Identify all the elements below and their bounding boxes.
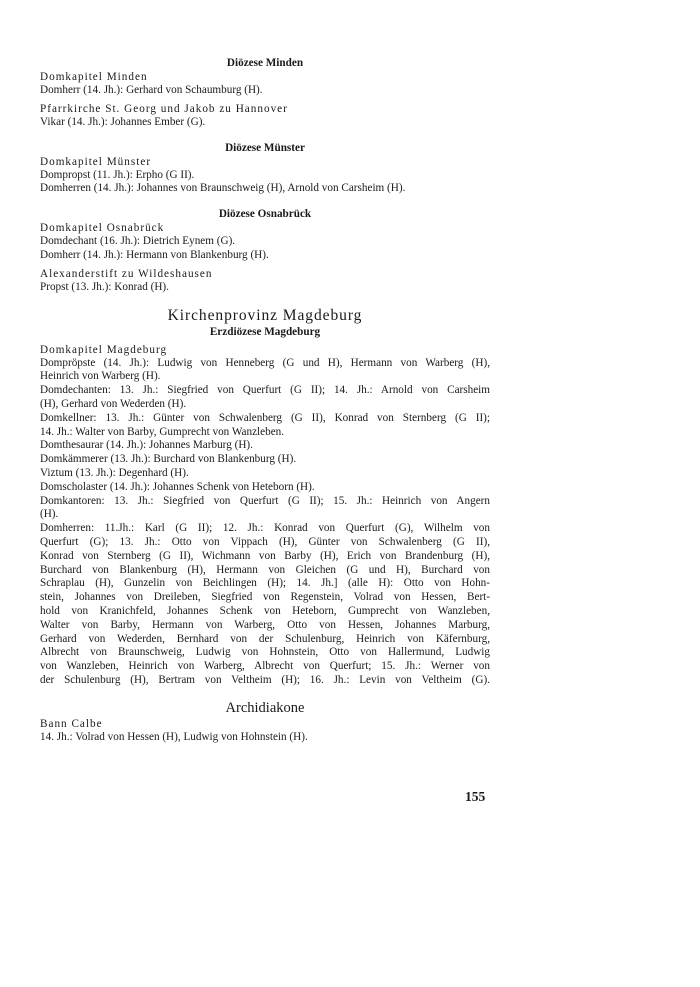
- chapter-title-bann-calbe: Bann Calbe: [40, 717, 103, 730]
- entry-line: Domherr (14. Jh.): Hermann von Blankenburg (H).: [40, 248, 269, 261]
- entry-line: Querfurt (G); 13. Jh.: Otto von Vippach (H), Günter von Schwalenberg (G II),: [40, 535, 490, 548]
- province-heading-magdeburg: Kirchenprovinz Magdeburg: [167, 306, 363, 324]
- document-page: [40, 56, 490, 745]
- entry-line: Domdechanten: 13. Jh.: Siegfried von Querfurt (G II); 14. Jh.: Arnold von Carsheim: [40, 384, 490, 397]
- entry-line: Domkellner: 13. Jh.: Günter von Schwalenberg (G II), Konrad von Sternberg (G II);: [40, 411, 490, 424]
- entry-line: Schraplau (H), Gunzelin von Beichlingen (H); 14. Jh.] (alle H): Otto von Hohn-: [40, 577, 490, 590]
- entry-line: Albrecht von Braunschweig, Ludwig von Hohnstein, Otto von Hallermund, Ludwig: [40, 646, 490, 659]
- page-number: 155: [465, 789, 486, 804]
- entry-line: Gerhard von Wederden, Bernhard von der Schulenburg, Heinrich von Käfernburg,: [40, 632, 490, 645]
- chapter-title-domkapitel-osnabrueck: Domkapitel Osnabrück: [40, 222, 165, 235]
- entry-line: stein, Johannes von Dreileben, Siegfried von Regenstein, Volrad von Hessen, Bert-: [40, 591, 490, 604]
- entry-line: 14. Jh.: Walter von Barby, Gumprecht von Wanzleben.: [40, 425, 285, 438]
- entry-line: (H).: [40, 508, 59, 521]
- diocese-heading-muenster: Diözese Münster: [225, 141, 305, 154]
- entry-line: Dompropst (11. Jh.): Erpho (G II).: [40, 168, 195, 181]
- entry-line: 14. Jh.: Volrad von Hessen (H), Ludwig von Hohnstein (H).: [40, 730, 308, 743]
- entry-line: Domkämmerer (13. Jh.): Burchard von Blankenburg (H).: [40, 453, 297, 466]
- entry-line: Vikar (14. Jh.): Johannes Ember (G).: [40, 115, 206, 128]
- chapter-title-domkapitel-magdeburg: Domkapitel Magdeburg: [40, 343, 168, 356]
- entry-line: Viztum (13. Jh.): Degenhard (H).: [40, 466, 189, 479]
- chapter-title-alexanderstift: Alexanderstift zu Wildeshausen: [40, 267, 213, 280]
- entry-line: Domherren (14. Jh.): Johannes von Braunschweig (H), Arnold von Carsheim (H).: [40, 182, 406, 195]
- chapter-title-domkapitel-muenster: Domkapitel Münster: [40, 155, 152, 168]
- entry-line: von Wanzleben, Heinrich von Warberg, Albrecht von Querfurt; 15. Jh.: Werner von: [40, 660, 490, 673]
- entry-line: Dompröpste (14. Jh.): Ludwig von Henneberg (G und H), Hermann von Warberg (H),: [40, 356, 490, 369]
- chapter-title-pfarrkirche-hannover: Pfarrkirche St. Georg und Jakob zu Hannover: [40, 102, 288, 115]
- entry-line: Domscholaster (14. Jh.): Johannes Schenk von Heteborn (H).: [40, 480, 315, 493]
- entry-line: Konrad von Sternberg (G II), Wichmann von Barby (H), Erich von Brandenburg (H),: [40, 549, 490, 562]
- entry-line: Domkantoren: 13. Jh.: Siegfried von Querfurt (G II); 15. Jh.: Heinrich von Angern: [40, 494, 490, 507]
- entry-line: Propst (13. Jh.): Konrad (H).: [40, 280, 169, 293]
- entry-line: der Schulenburg (H), Bertram von Veltheim (H); 16. Jh.: Levin von Veltheim (G).: [40, 673, 490, 686]
- entry-line: Domthesaurar (14. Jh.): Johannes Marburg (H).: [40, 439, 253, 452]
- diocese-heading-osnabrueck: Diözese Osnabrück: [218, 208, 312, 221]
- diocese-heading-magdeburg: Erzdiözese Magdeburg: [209, 325, 321, 338]
- entry-line: Domdechant (16. Jh.): Dietrich Eynem (G).: [40, 235, 236, 248]
- entry-line: (H), Gerhard von Wederden (H).: [40, 397, 187, 410]
- entry-line: Domherr (14. Jh.): Gerhard von Schaumburg (H).: [40, 84, 263, 96]
- entry-line: hold von Kranichfeld, Johannes Schenk von Heteborn, Gumprecht von Wanzleben,: [40, 604, 490, 617]
- entry-line: Domherren: 11.Jh.: Karl (G II); 12. Jh.: Konrad von Querfurt (G), Wilhelm von: [40, 522, 490, 535]
- entry-line: Burchard von Blankenburg (H), Hermann von Gleichen (G und H), Burchard von: [40, 563, 490, 576]
- diocese-heading-minden: Diözese Minden: [226, 57, 304, 69]
- magdeburg-entries: [40, 357, 490, 688]
- chapter-title-domkapitel-minden: Domkapitel Minden: [40, 71, 148, 83]
- entry-line: Walter von Barby, Hermann von Warberg, Otto von Hessen, Johannes Marburg,: [40, 618, 490, 631]
- entry-line: Heinrich von Warberg (H).: [40, 370, 161, 383]
- section-heading-archidiakone: Archidiakone: [225, 699, 305, 716]
